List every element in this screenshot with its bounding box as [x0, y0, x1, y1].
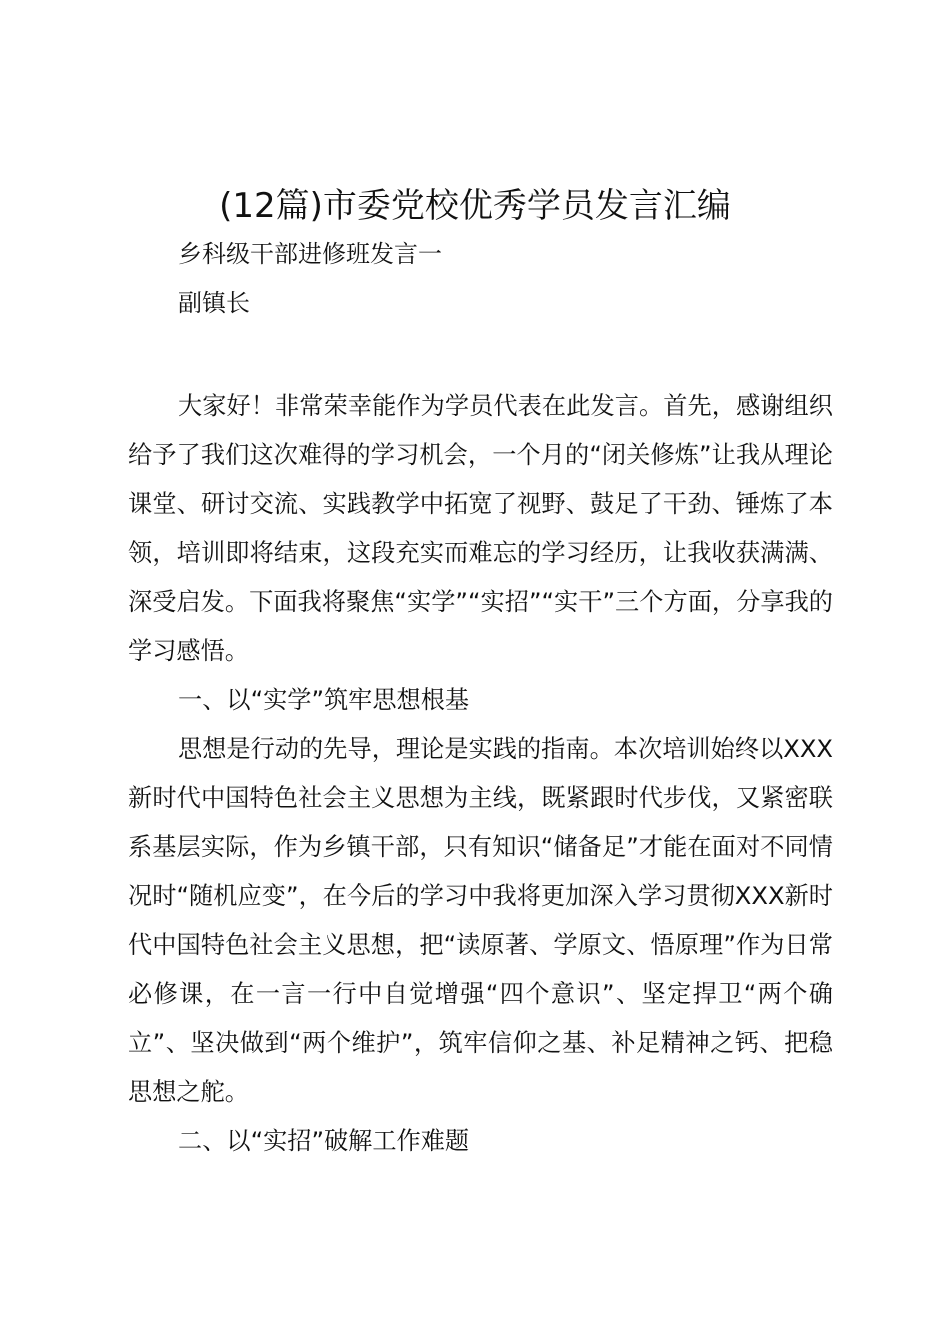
section-heading-2: 二、以“实招”破解工作难题 — [178, 1127, 470, 1155]
document-subtitle: 乡科级干部进修班发言一 — [178, 240, 442, 268]
paragraph-section-1: 思想是行动的先导，理论是实践的指南。本次培训始终以XXX新时代中国特色社会主义思想为主线，既紧跟时代步伐，又紧密联系基层实际，作为乡镇干部，只有知识“储备足”才能在面对不同情况时“随机应变”，在今后的学习中我将更加深入学习贯彻XXX新时代中国特色社会主义思想，把“读原著、学原文、悟原理”作为日常必修课，在一言一行中自觉增强“四个意识”、坚定捍卫“两个确立”、坚决做到“两个维护”，筑牢信仰之基、补足精神之钙、把稳思想之舵。 — [128, 735, 833, 1106]
document-body — [128, 382, 833, 1166]
paragraph-intro: 大家好！非常荣幸能作为学员代表在此发言。首先，感谢组织给予了我们这次难得的学习机会，一个月的“闭关修炼”让我从理论课堂、研讨交流、实践教学中拓宽了视野、鼓足了干劲、锤炼了本领，培训即将结束，这段充实而难忘的学习经历，让我收获满满、深受启发。下面我将聚焦“实学”“实招”“实干”三个方面，分享我的学习感悟。 — [128, 392, 833, 665]
section-heading-1: 一、以“实学”筑牢思想根基 — [178, 686, 470, 714]
document-title: (12篇)市委党校优秀学员发言汇编 — [219, 186, 731, 226]
speaker-role: 副镇长 — [178, 289, 250, 317]
